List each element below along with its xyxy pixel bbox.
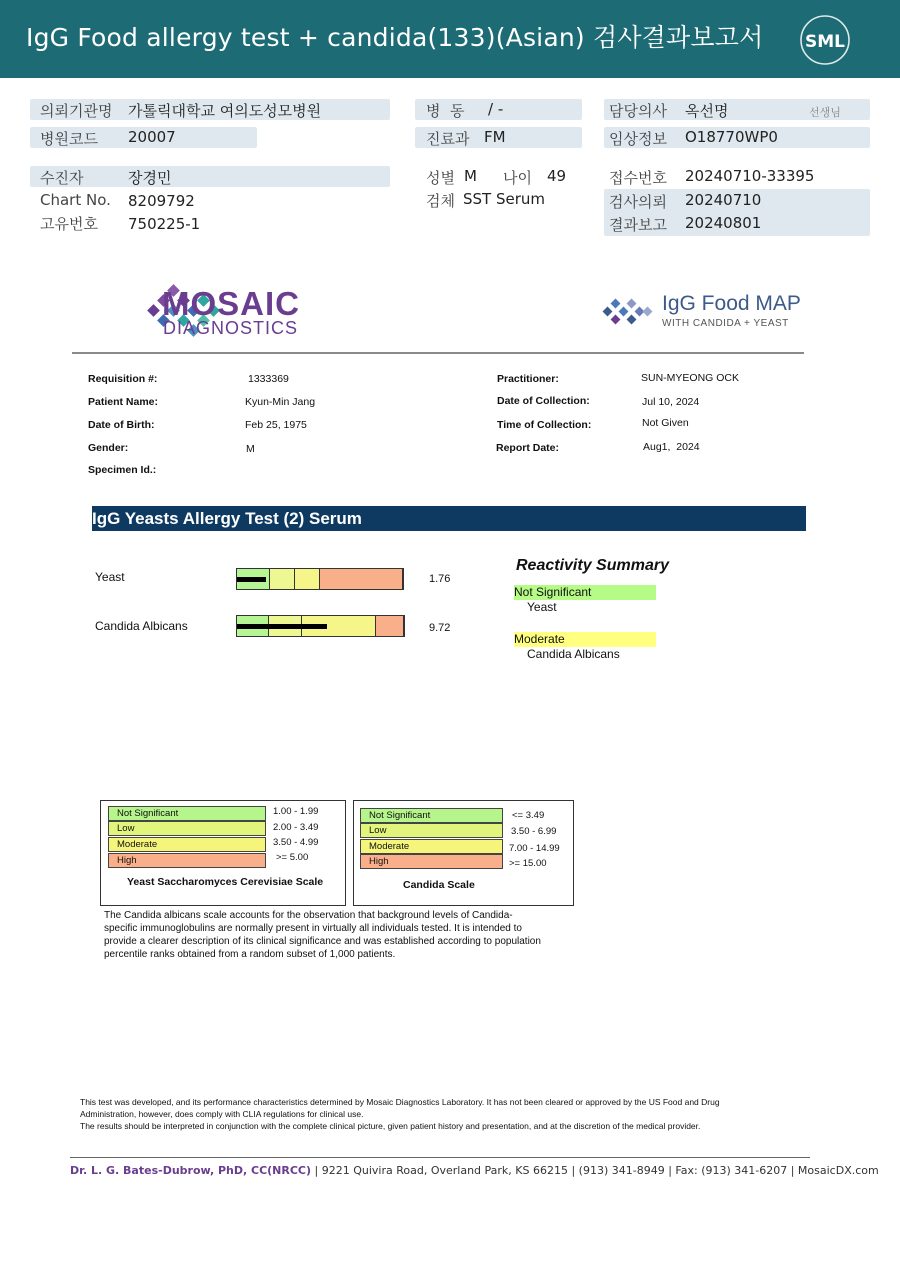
department-label: 진료과 <box>426 130 470 148</box>
patient-value: 장경민 <box>128 169 172 187</box>
section-title: IgG Yeasts Allergy Test (2) Serum <box>92 509 362 528</box>
header-divider <box>72 352 804 354</box>
candida-scale-note: The Candida albicans scale accounts for the observation that background levels of Candida-specific immunoglobulins are normally present in virtually all individuals tested. It is intended to provide a clearer description of its clinical significance and was established according to population percentile ranks obtained from a random subset of 1,000 patients. <box>104 910 541 960</box>
scale-band-segment <box>320 569 403 589</box>
disclaimer-interpretation: The results should be interpreted in conjunction with the complete clinical picture, given patient history and presentation, and at the discretion of the medical provider. <box>80 1121 701 1131</box>
patient-name-label: Patient Name: <box>88 396 159 408</box>
patient-label: 수진자 <box>40 169 84 187</box>
mosaic-brand-sub: DIAGNOSTICS <box>163 318 299 338</box>
mosaic-brand: MOSAIC <box>162 285 300 322</box>
foodmap-diamond-icon <box>600 292 660 332</box>
chart-value-label: 9.72 <box>429 622 451 634</box>
scale-range: 3.50 - 6.99 <box>511 826 557 837</box>
age-label: 나이 <box>503 169 532 187</box>
sml-logo-text: SML <box>805 32 845 52</box>
reactivity-category: Not Significant <box>514 585 656 600</box>
report-date-value: 20240801 <box>685 214 762 232</box>
sex-value: M <box>464 167 477 185</box>
request-date-label: 검사의뢰 <box>609 193 667 211</box>
chart-value-label: 1.76 <box>429 573 451 585</box>
institution-value: 가톨릭대학교 여의도성모병원 <box>128 102 322 120</box>
collection-date-value: Jul 10, 2024 <box>642 396 700 408</box>
reactivity-category: Moderate <box>514 632 656 647</box>
yeast-scale-box <box>100 800 346 906</box>
department-value: FM <box>484 128 506 146</box>
age-value: 49 <box>547 167 567 185</box>
scale-row: Moderate <box>360 839 503 854</box>
ward-value: / - <box>488 100 504 118</box>
scale-band-segment <box>270 569 295 589</box>
sex-label: 성별 <box>426 169 455 187</box>
patient-row <box>30 166 390 187</box>
hospital-code-label: 병원코드 <box>40 130 98 148</box>
practitioner-value: SUN-MYEONG OCK <box>641 372 740 384</box>
chart-no-value: 8209792 <box>128 192 195 210</box>
report-date-label: 결과보고 <box>609 216 667 234</box>
scale-range: <= 3.49 <box>512 810 545 821</box>
foodmap-product: IgG Food MAP <box>662 292 801 315</box>
scale-range: >= 5.00 <box>276 852 309 863</box>
yeast-bar <box>236 568 404 590</box>
scale-band-segment <box>376 616 404 636</box>
receipt-label: 접수번호 <box>609 169 667 187</box>
footer-address: | 9221 Quivira Road, Overland Park, KS 66215 | (913) 341-8949 | Fax: (913) 341-6207 | MosaicDX.com <box>311 1164 879 1177</box>
request-date-value: 20240710 <box>685 191 762 209</box>
scale-range: >= 15.00 <box>509 858 547 869</box>
scale-row: High <box>108 853 266 868</box>
disclaimer <box>80 1096 740 1132</box>
candida-bar <box>236 615 405 637</box>
scale-row: Low <box>360 823 503 838</box>
gender-label: Gender: <box>88 442 129 454</box>
institution-label: 의뢰기관명 <box>40 102 113 120</box>
footer-director: Dr. L. G. Bates-Dubrow, PhD, CC(NRCC) <box>70 1164 312 1177</box>
foodmap-product-sub: WITH CANDIDA + YEAST <box>662 318 789 329</box>
report-title: IgG Food allergy test + candida(133)(Asian) 검사결과보고서 <box>26 23 764 52</box>
doctor-suffix: 선생님 <box>809 106 841 119</box>
patient-name-value: Kyun-Min Jang <box>245 396 316 408</box>
receipt-value: 20240710-33395 <box>685 167 815 185</box>
footer-divider <box>70 1157 810 1158</box>
doctor-label: 담당의사 <box>609 102 667 120</box>
result-value-bar <box>237 577 266 582</box>
candida-scale-caption: Candida Scale <box>403 879 475 891</box>
dob-value: Feb 25, 1975 <box>245 419 307 431</box>
gender-value: M <box>246 443 255 455</box>
scale-row: High <box>360 854 503 869</box>
scale-row: Not Significant <box>360 808 503 823</box>
collection-time-label: Time of Collection: <box>497 419 592 431</box>
reactivity-item: Candida Albicans <box>527 647 620 661</box>
practitioner-label: Practitioner: <box>497 373 559 385</box>
collection-date-label: Date of Collection: <box>497 395 590 407</box>
sml-logo-icon <box>798 13 852 67</box>
report-date-en-value: Aug1, 2024 <box>643 441 700 453</box>
report-date-en-label: Report Date: <box>496 442 560 454</box>
unique-no-value: 750225-1 <box>128 215 201 233</box>
yeast-scale-caption: Yeast Saccharomyces Cerevisiae Scale <box>127 876 324 888</box>
specimen-label: 검체 <box>426 192 455 210</box>
specimen-id-label: Specimen Id.: <box>88 464 157 476</box>
scale-row: Not Significant <box>108 806 266 821</box>
scale-range: 7.00 - 14.99 <box>509 843 560 854</box>
scale-range: 3.50 - 4.99 <box>273 837 319 848</box>
requisition-label: Requisition #: <box>88 373 158 385</box>
scale-range: 2.00 - 3.49 <box>273 822 319 833</box>
requisition-value: 1333369 <box>248 373 289 385</box>
clinical-value: O18770WP0 <box>685 128 778 146</box>
doctor-value: 옥선명 <box>685 102 729 120</box>
result-value-bar <box>237 624 327 629</box>
disclaimer-fda: This test was developed, and its performance characteristics determined by Mosaic Diagnostics Laboratory. It has not been cleared or approved by the US Food and Drug Administration, however, does comply with CLIA regulations for clinical use. <box>80 1097 720 1119</box>
scale-row: Low <box>108 821 266 836</box>
scale-band-segment <box>295 569 320 589</box>
report-header-bar <box>0 0 900 78</box>
unique-no-label: 고유번호 <box>40 215 98 233</box>
chart-category-label: Candida Albicans <box>95 619 188 633</box>
section-title-bar <box>92 506 806 531</box>
reactivity-item: Yeast <box>527 600 557 614</box>
chart-category-label: Yeast <box>95 570 125 584</box>
hospital-code-value: 20007 <box>128 128 176 146</box>
collection-time-value: Not Given <box>642 417 689 429</box>
scale-range: 1.00 - 1.99 <box>273 806 319 817</box>
specimen-value: SST Serum <box>463 190 546 208</box>
ward-label: 병 동 <box>426 102 465 120</box>
dob-label: Date of Birth: <box>88 419 155 431</box>
scale-row: Moderate <box>108 837 266 852</box>
reactivity-summary-title: Reactivity Summary <box>516 557 669 574</box>
clinical-label: 임상정보 <box>609 130 667 148</box>
footer <box>70 1164 879 1177</box>
chart-no-label: Chart No. <box>40 191 111 209</box>
candida-scale-box <box>353 800 574 906</box>
